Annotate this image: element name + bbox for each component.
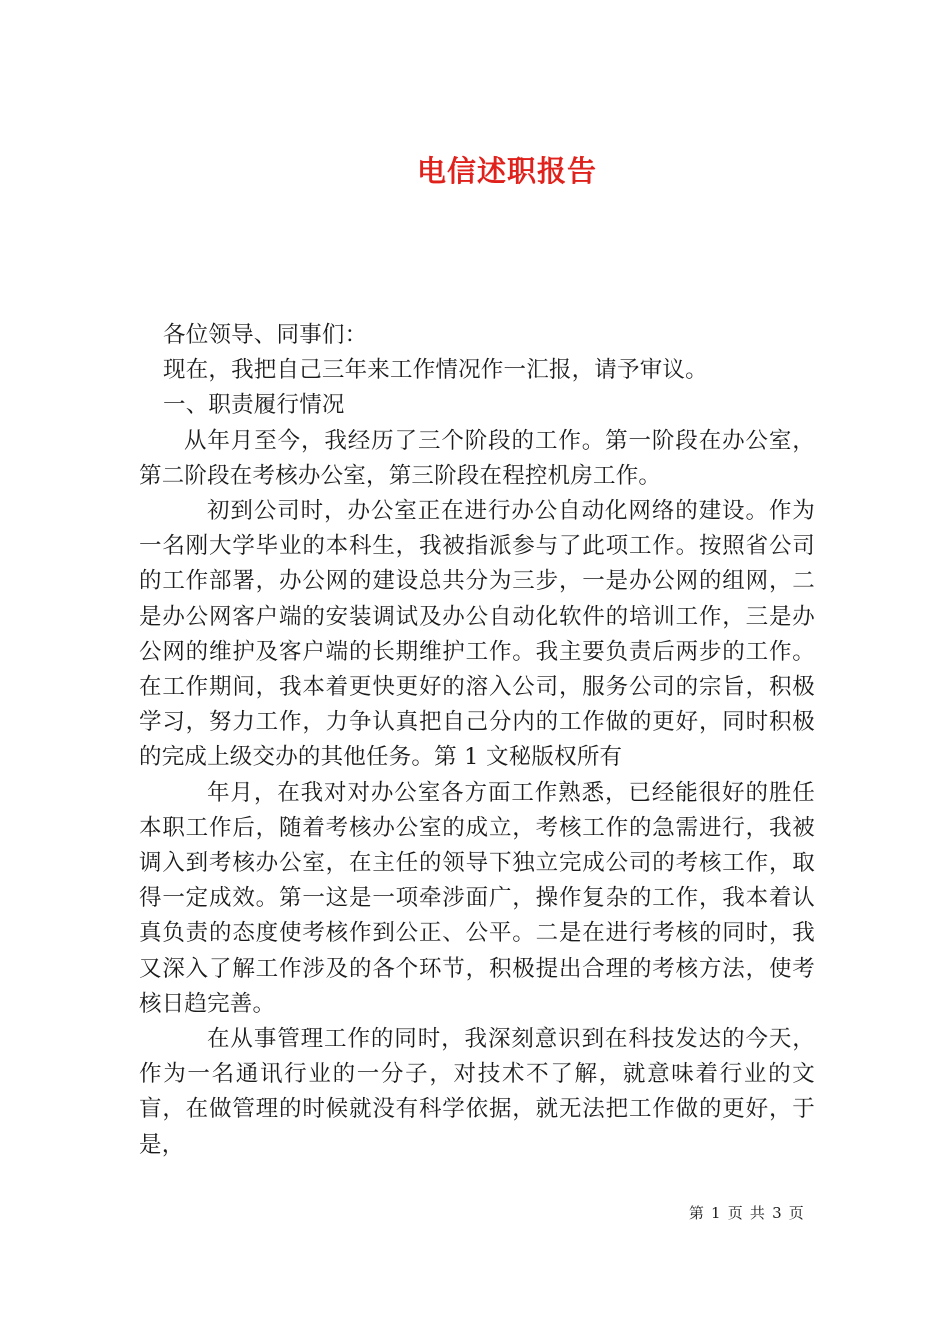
page-title: [0, 153, 950, 189]
document-body: [139, 318, 815, 1163]
page-footer: 第 1 页 共 3 页: [688, 1204, 805, 1222]
page-title-text: 电信述职报告: [416, 154, 597, 189]
paragraph-stages-overview: 从年月至今，我经历了三个阶段的工作。第一阶段在办公室，第二阶段在考核办公室，第三阶段在程控机房工作。: [139, 427, 815, 489]
paragraph-stage-two-assessment: 年月，在我对对办公室各方面工作熟悉，已经能很好的胜任本职工作后，随着考核办公室的成立，考核工作的急需进行，我被调入到考核办公室，在主任的领导下独立完成公司的考核工作，取得一定成效。第一这是一项牵涉面广，操作复杂的工作，我本着认真负责的态度使考核作到公正、公平。二是在进行考核的同时，我又深入了解工作涉及的各个环节，积极提出合理的考核方法，使考核日趋完善。: [139, 779, 815, 1017]
paragraph-opening: 现在，我把自己三年来工作情况作一汇报，请予审议。: [163, 357, 708, 384]
paragraph-salutation: 各位领导、同事们：: [163, 322, 368, 348]
paragraph-section-heading-1: 一、职责履行情况: [163, 392, 345, 419]
paragraph-stage-three-technology: 在从事管理工作的同时，我深刻意识到在科技发达的今天，作为一名通讯行业的一分子，对技术不了解，就意味着行业的文盲，在做管理的时候就没有科学依据，就无法把工作做的更好，于是，: [139, 1026, 815, 1158]
paragraph-stage-one-office: 初到公司时，办公室正在进行办公自动化网络的建设。作为一名刚大学毕业的本科生，我被指派参与了此项工作。按照省公司的工作部署，办公网的建设总共分为三步，一是办公网的组网，二是办公网客户端的安装调试及办公自动化软件的培训工作，三是办公网的维护及客户端的长期维护工作。我主要负责后两步的工作。在工作期间，我本着更快更好的溶入公司，服务公司的宗旨，积极学习，努力工作，力争认真把自己分内的工作做的更好，同时积极的完成上级交办的其他任务。第 1 文秘版权所有: [139, 498, 815, 771]
